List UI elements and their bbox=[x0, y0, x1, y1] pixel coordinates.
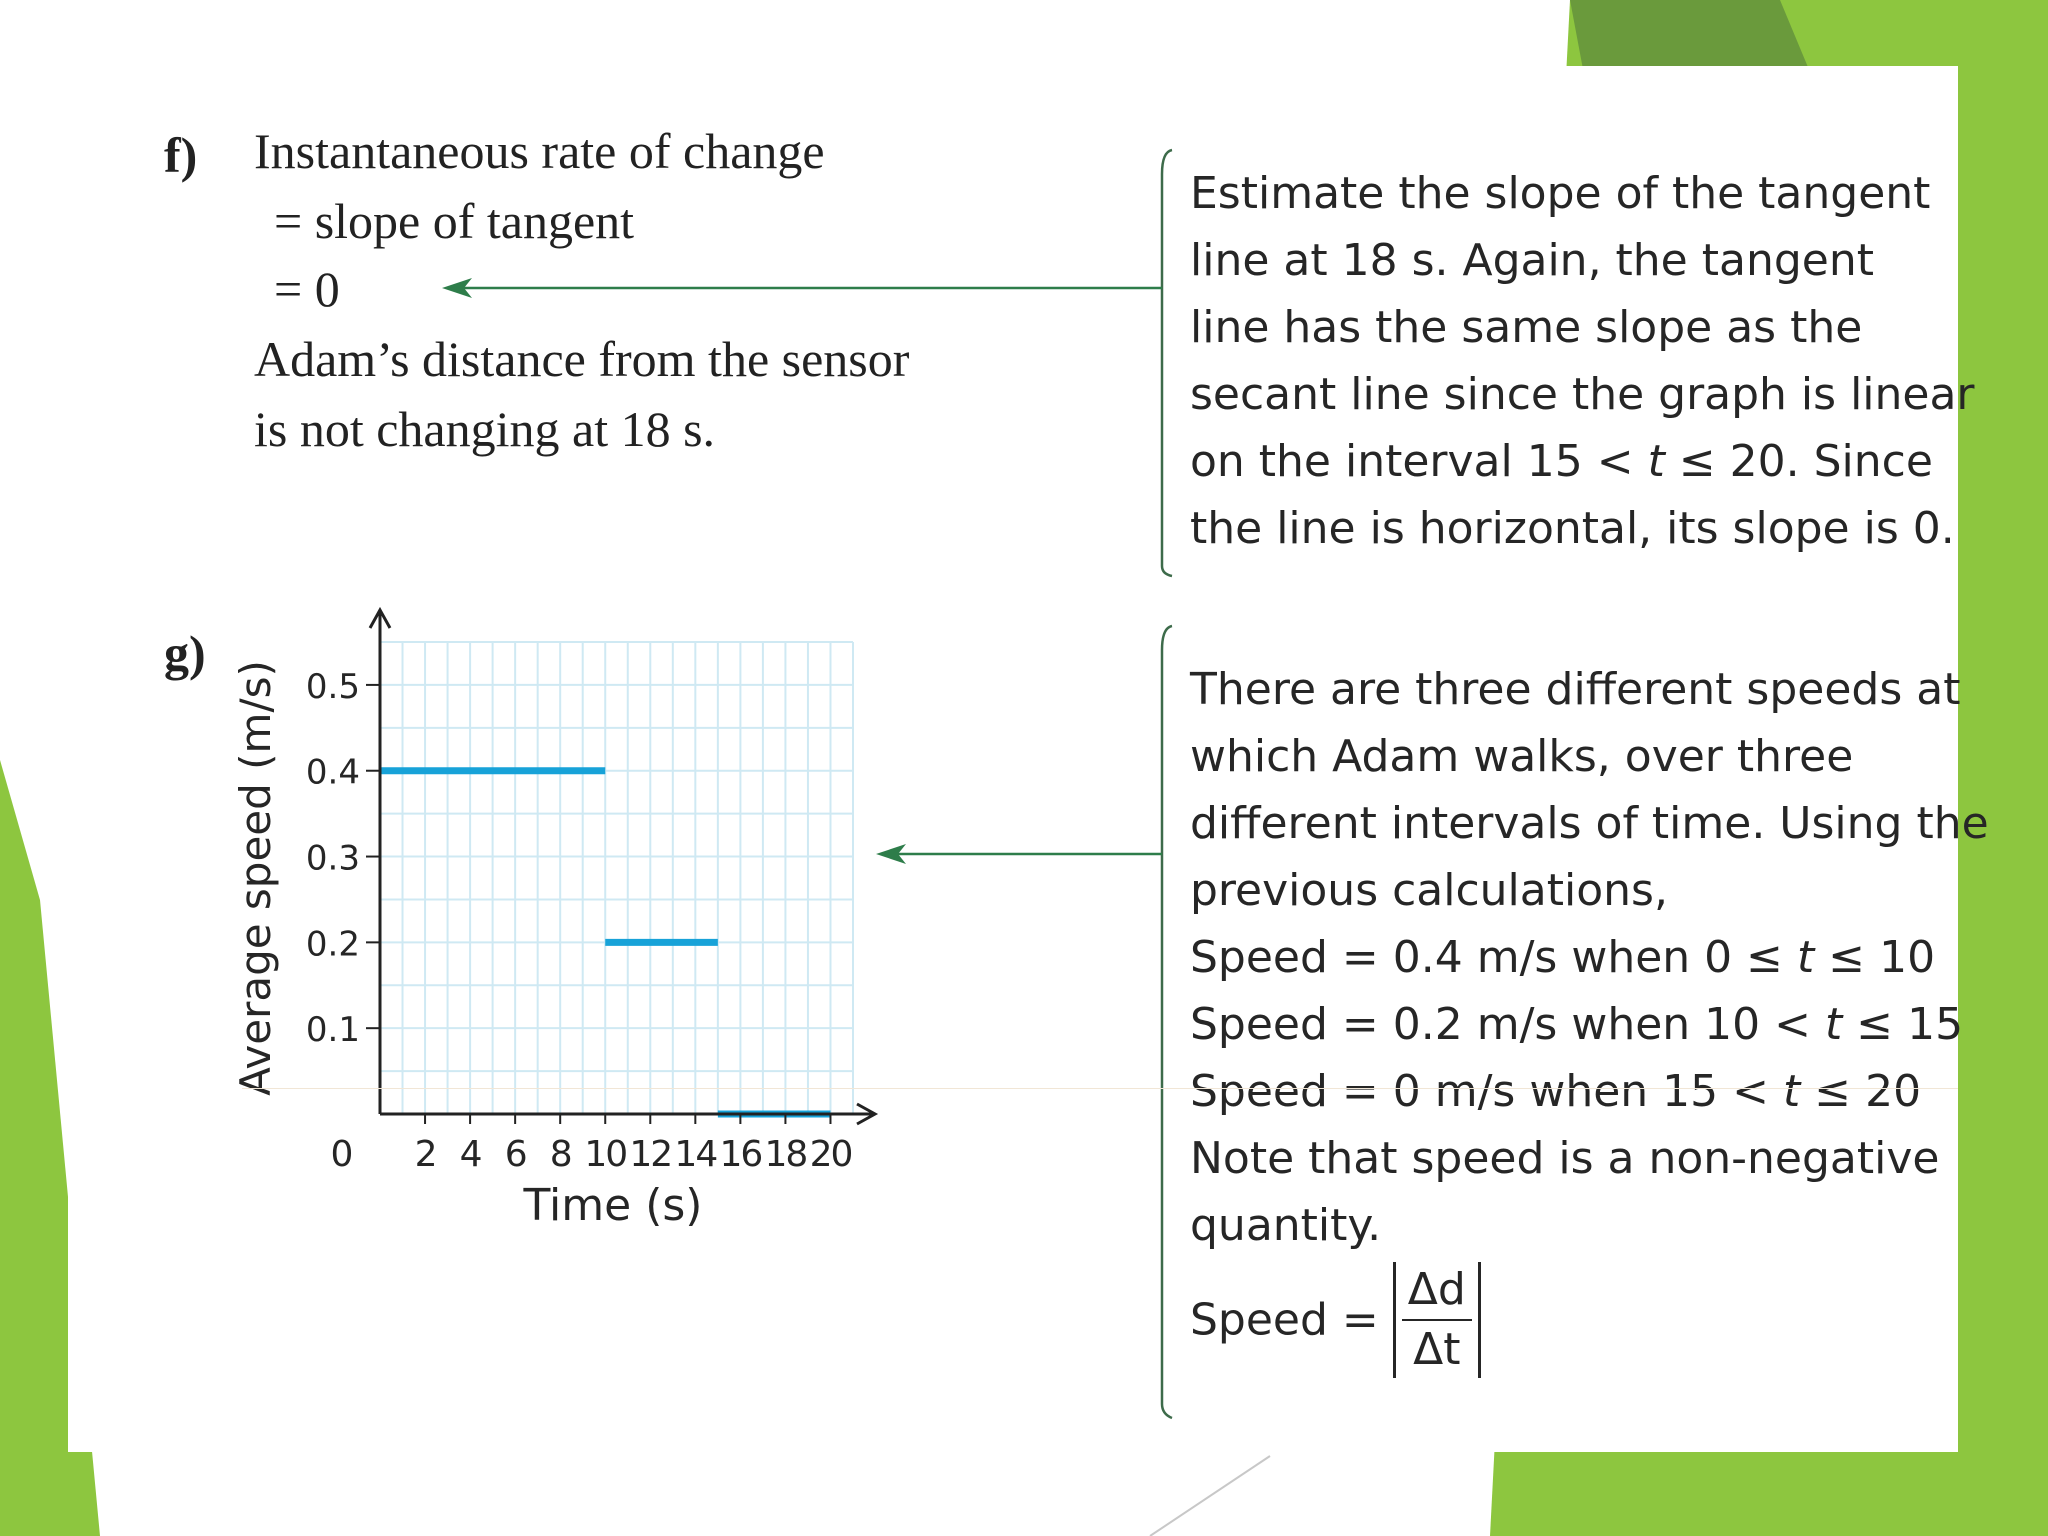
background-thin-line bbox=[1150, 1456, 1270, 1536]
y-tick-label: 0.5 bbox=[305, 666, 360, 707]
x-tick-label: 8 bbox=[549, 1134, 571, 1175]
part-f-line-1: Instantaneous rate of change bbox=[254, 123, 825, 179]
slide-divider bbox=[242, 1088, 1958, 1089]
origin-label: 0 bbox=[330, 1134, 354, 1175]
part-g-label: g) bbox=[164, 625, 206, 681]
note-f-line-3: line has the same slope as the bbox=[1190, 302, 1863, 353]
note-g-line-3: different intervals of time. Using the bbox=[1190, 798, 1989, 849]
note-f-line-1: Estimate the slope of the tangent bbox=[1190, 168, 1931, 219]
x-tick-label: 20 bbox=[809, 1134, 852, 1175]
x-tick-label: 16 bbox=[719, 1134, 762, 1175]
x-tick-label: 6 bbox=[504, 1134, 526, 1175]
speed-formula: Speed = $\frac{\Delta d}{\Delta t}$ bbox=[1190, 1261, 1989, 1379]
y-tick-label: 0.1 bbox=[305, 1010, 360, 1051]
note-g-closing-1: Note that speed is a non-negative bbox=[1190, 1133, 1940, 1184]
slide-content bbox=[68, 66, 1989, 1452]
part-f-line-4: Adam’s distance from the sensor bbox=[254, 331, 910, 387]
note-g-line-4: previous calculations, bbox=[1190, 865, 1668, 916]
y-tick-label: 0.3 bbox=[305, 838, 360, 879]
speed-chart bbox=[68, 66, 1958, 1452]
delta-fraction: $\frac{\Delta d}{\Delta t}$ bbox=[1402, 1261, 1472, 1379]
part-f-line-5: is not changing at 18 s. bbox=[254, 401, 716, 457]
y-axis-title: Average speed (m/s) bbox=[231, 660, 280, 1096]
speed-line-2: Speed = 0.2 m/s when 10 < t ≤ 15 bbox=[1190, 999, 1964, 1050]
chart-labels bbox=[231, 660, 851, 1231]
chart-axes bbox=[366, 610, 875, 1124]
part-f-label: f) bbox=[164, 127, 198, 183]
note-f-interval-line: on the interval 15 < t ≤ 20. Since bbox=[1190, 436, 1933, 487]
speed-line-3: Speed = 0 m/s when 15 < t ≤ 20 bbox=[1190, 1066, 1922, 1117]
speed-line-1: Speed = 0.4 m/s when 0 ≤ t ≤ 10 bbox=[1190, 932, 1936, 983]
part-f-line-3: = 0 bbox=[274, 261, 340, 317]
y-tick-label: 0.4 bbox=[305, 752, 360, 793]
chart-grid bbox=[380, 642, 853, 1114]
x-tick-label: 12 bbox=[629, 1134, 672, 1175]
note-f-line-6: the line is horizontal, its slope is 0. bbox=[1190, 503, 1955, 554]
x-tick-label: 2 bbox=[414, 1134, 436, 1175]
note-g-line-2: which Adam walks, over three bbox=[1190, 731, 1854, 782]
x-tick-label: 10 bbox=[584, 1134, 627, 1175]
x-axis-title: Time (s) bbox=[523, 1180, 703, 1231]
note-g-closing-2: quantity. bbox=[1190, 1200, 1382, 1251]
part-f-line-2: = slope of tangent bbox=[274, 193, 635, 249]
note-f-line-4: secant line since the graph is linear bbox=[1190, 369, 1975, 420]
x-tick-label: 4 bbox=[459, 1134, 481, 1175]
note-g-line-1: There are three different speeds at bbox=[1190, 664, 1961, 715]
y-tick-label: 0.2 bbox=[305, 924, 360, 965]
x-tick-label: 18 bbox=[764, 1134, 807, 1175]
x-tick-label: 14 bbox=[674, 1134, 717, 1175]
note-f-line-2: line at 18 s. Again, the tangent bbox=[1190, 235, 1874, 286]
